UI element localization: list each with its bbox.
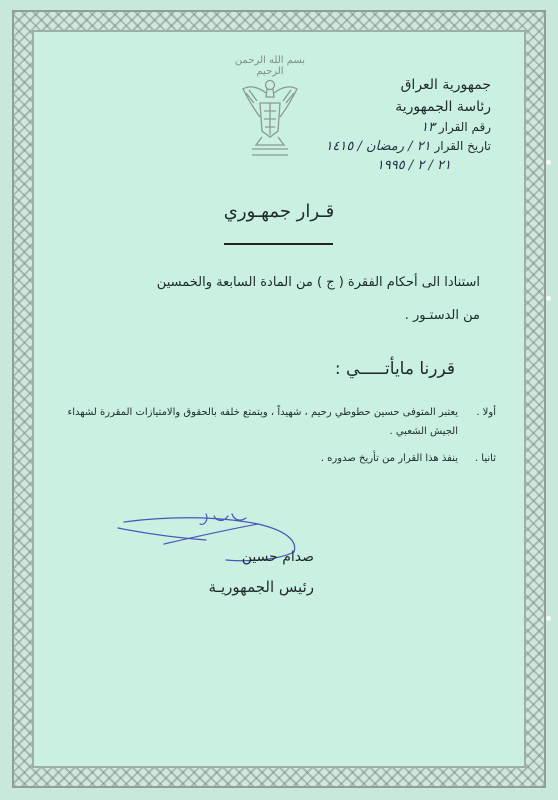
clause-item xyxy=(51,449,496,468)
preamble xyxy=(60,266,480,332)
preamble-line: استنادا الى أحكام الفقرة ( ج ) من المادة السابعة والخمسين xyxy=(156,275,480,290)
decided-heading: قررنا مايأتـــــي : xyxy=(334,359,455,379)
decision-number-label: رقم القرار xyxy=(438,120,491,134)
basmala-text: بسم الله الرحمن الرحيم xyxy=(234,55,306,77)
binder-hole xyxy=(546,296,551,301)
decision-date-gregorian: ٢١ / ٢ / ١٩٩٥ xyxy=(376,158,451,173)
presidency-name: رئاسة الجمهورية xyxy=(395,99,491,115)
clause-text: ينفذ هذا القرار من تأريخ صدوره . xyxy=(320,453,458,464)
document-title: قـرار جمهـوري xyxy=(223,201,335,222)
decision-number-value: ١٣ xyxy=(421,120,436,135)
preamble-line: من الدستـور . xyxy=(404,308,480,323)
issuing-authority xyxy=(301,74,491,175)
binder-hole xyxy=(546,160,551,165)
signatory-name: صدام حسين xyxy=(241,549,314,565)
iraq-eagle-emblem-icon xyxy=(240,73,300,161)
republic-name: جمهورية العراق xyxy=(400,77,491,93)
clause-text: يعتبر المتوفى حسين حطوطي رحيم ، شهيداً ، ويتمتع خلفه بالحقوق والامتيازات المقررة لشهداء الجيش الشعبي . xyxy=(67,407,458,437)
title-underline xyxy=(224,243,333,245)
decision-date-label: تاريخ القرار xyxy=(434,139,491,153)
decision-date-hijri: ٢١ / رمضان / ١٤١٥ xyxy=(325,139,431,154)
binder-hole xyxy=(546,616,551,621)
decision-number-line xyxy=(301,118,491,137)
decision-date-line xyxy=(301,137,491,156)
clause-number: ثانيا . xyxy=(474,453,496,464)
signatory-title: رئيس الجمهوريـة xyxy=(208,578,314,596)
clause-number: أولا . xyxy=(476,407,496,418)
clauses-list xyxy=(51,403,496,476)
decision-date-gregorian-line xyxy=(301,156,491,175)
clause-item xyxy=(51,403,496,441)
